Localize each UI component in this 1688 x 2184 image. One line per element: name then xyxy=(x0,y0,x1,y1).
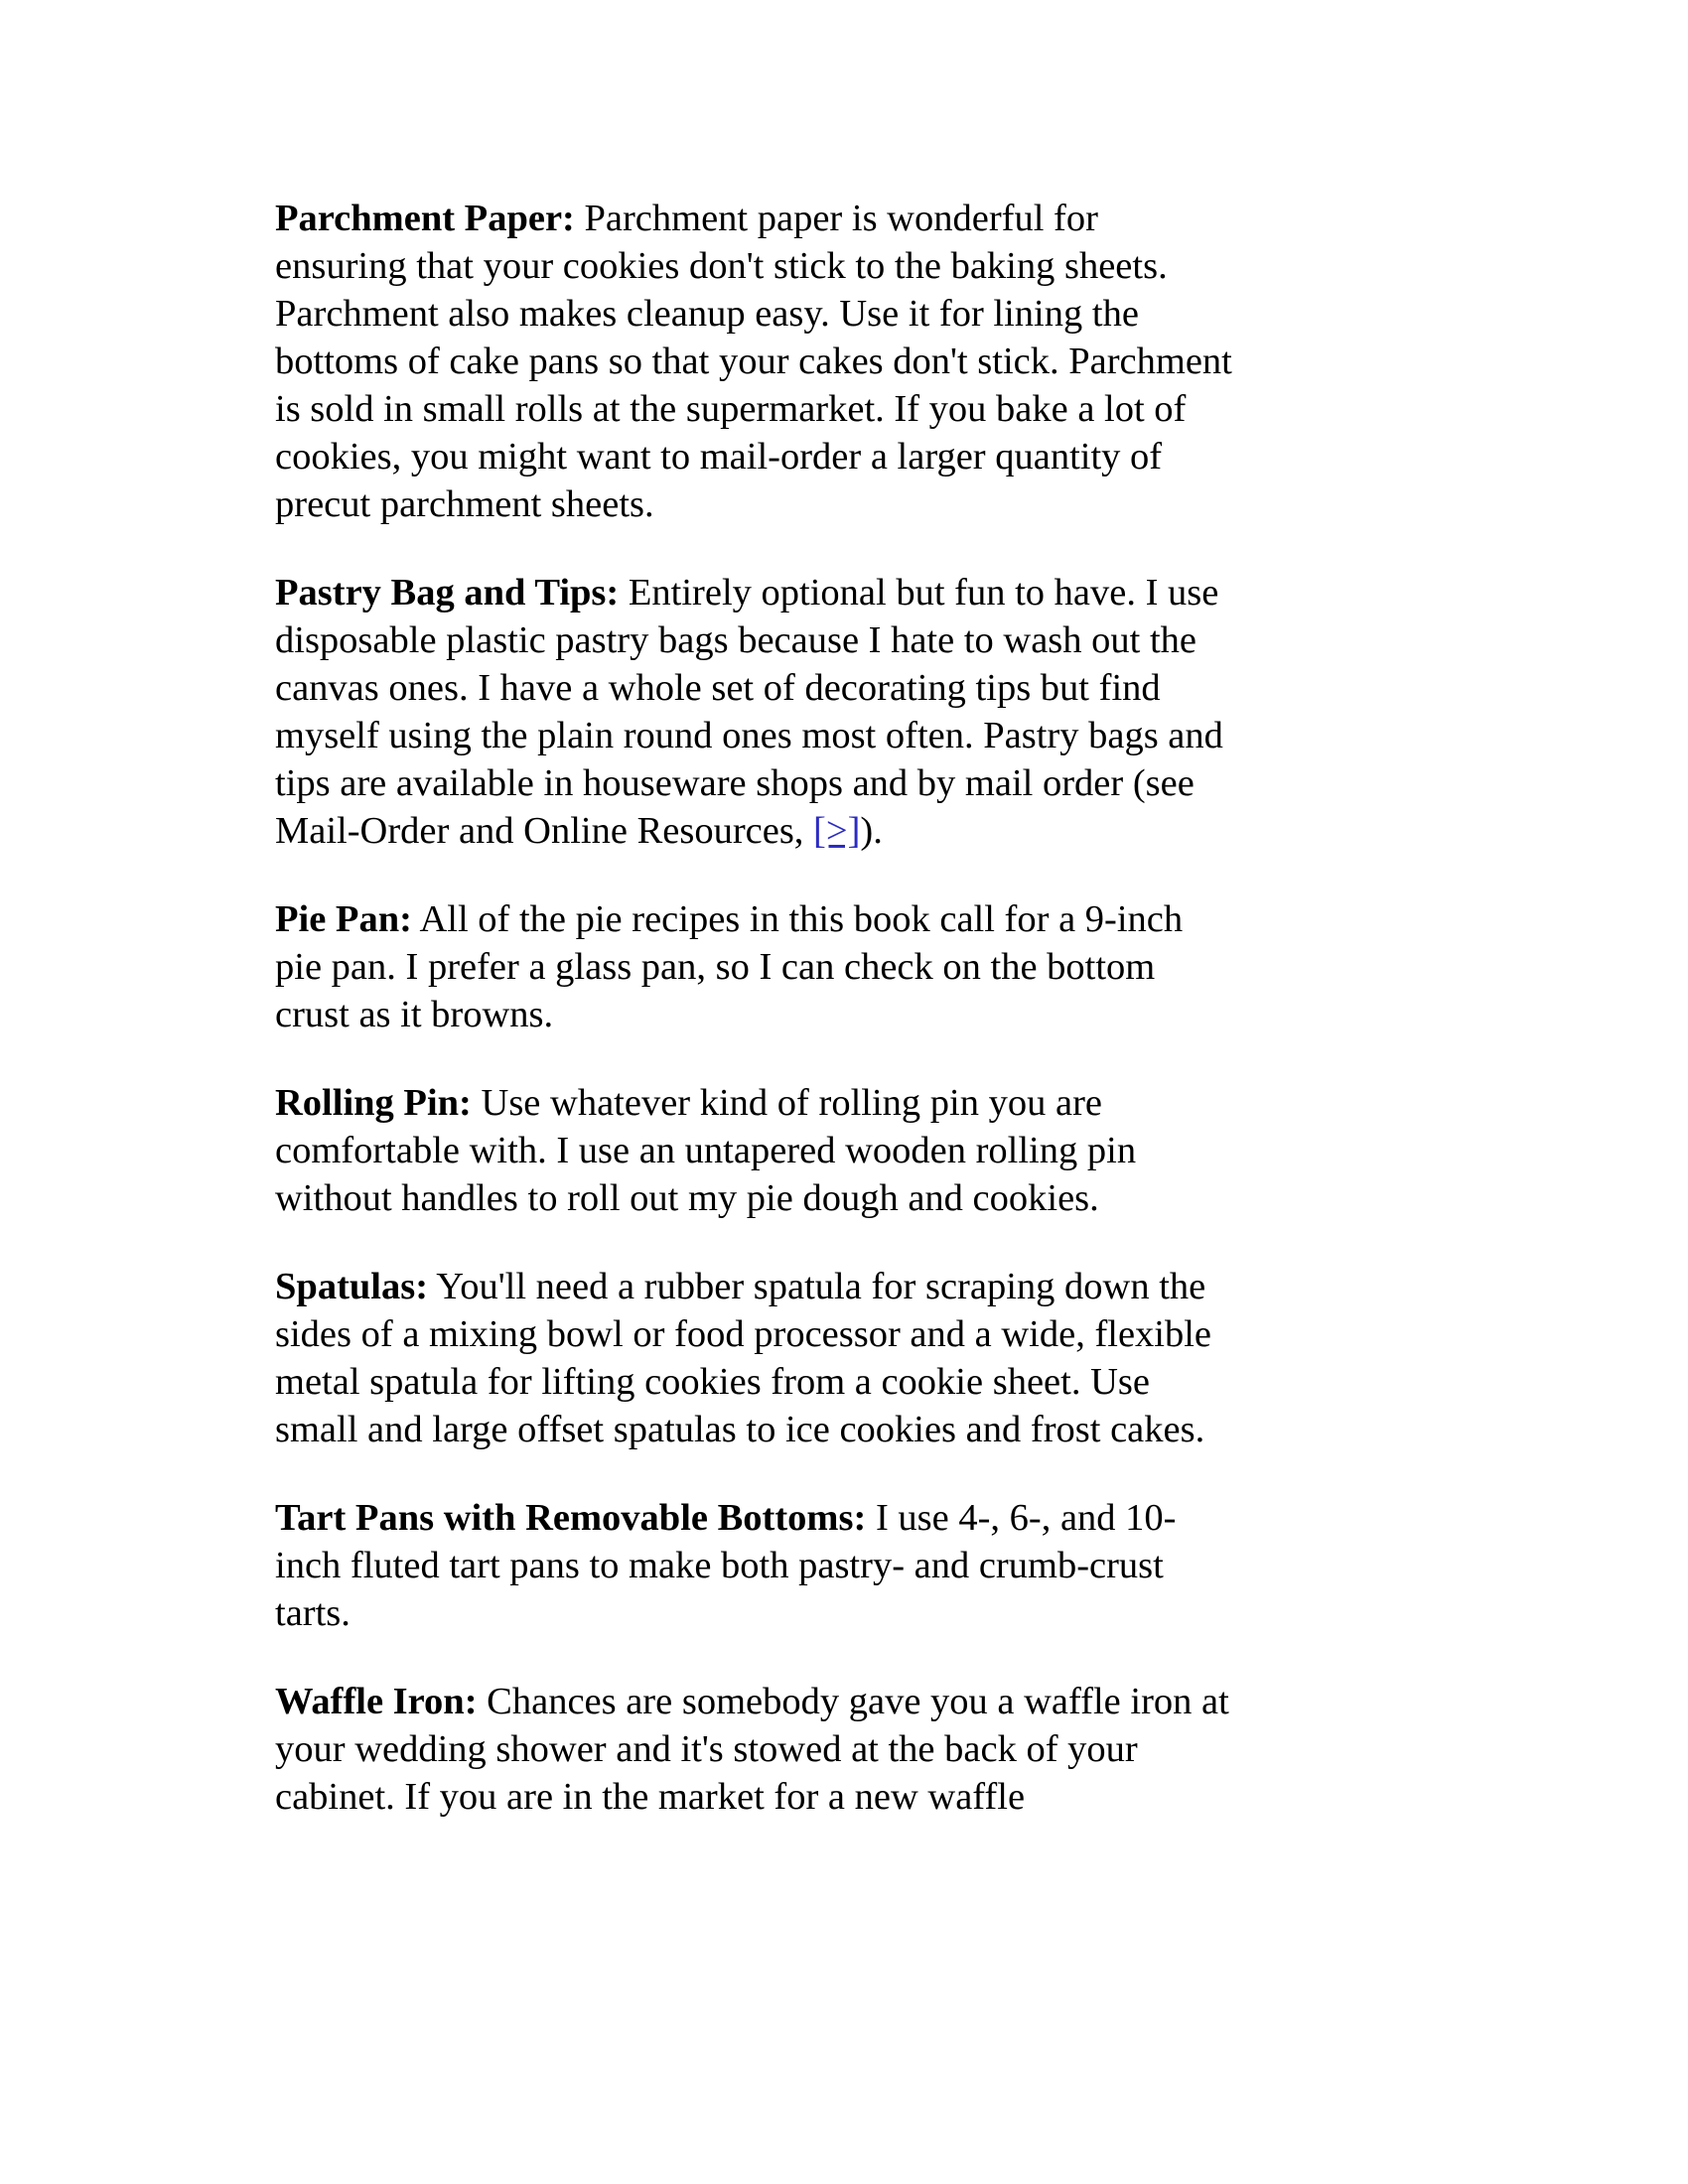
entry-tart-pans xyxy=(275,1494,1233,1637)
entry-spatulas xyxy=(275,1263,1233,1453)
entry-text: Entirely optional but fun to have. I use disposable plastic pastry bags because I hate to wash out the canvas ones. I have a whole set of decorating tips but find myself using the plain round ones most often. Pastry bags and tips are available in houseware shops and by mail order (see Mail-Order and Online Resources, xyxy=(275,572,1223,852)
entry-term: Pie Pan: xyxy=(275,898,412,940)
entry-text: Use whatever kind of rolling pin you are comfortable with. I use an untapered wooden rolling pin without handles to roll out my pie dough and cookies. xyxy=(275,1082,1137,1219)
mail-order-reference-link[interactable]: [>] xyxy=(813,810,861,852)
entry-text: You'll need a rubber spatula for scraping down the sides of a mixing bowl or food processor and a wide, flexible metal spatula for lifting cookies from a cookie sheet. Use small and large offset spatulas to ice cookies and frost cakes. xyxy=(275,1266,1212,1450)
entry-term: Parchment Paper: xyxy=(275,198,575,239)
entry-term: Rolling Pin: xyxy=(275,1082,472,1124)
entry-term: Spatulas: xyxy=(275,1266,429,1307)
entry-term: Waffle Iron: xyxy=(275,1681,478,1722)
entry-waffle-iron xyxy=(275,1678,1233,1821)
entry-parchment-paper xyxy=(275,195,1233,528)
entry-term: Pastry Bag and Tips: xyxy=(275,572,620,614)
entry-text: Chances are somebody gave you a waffle iron at your wedding shower and it's stowed at the back of your cabinet. If you are in the market for a new waffle xyxy=(275,1681,1229,1818)
entry-pie-pan xyxy=(275,895,1233,1038)
entry-rolling-pin xyxy=(275,1079,1233,1222)
document-page xyxy=(275,195,1233,1861)
entry-pastry-bag-and-tips xyxy=(275,569,1233,855)
entry-text: All of the pie recipes in this book call for a 9-inch pie pan. I prefer a glass pan, so I can check on the bottom crust as it browns. xyxy=(275,898,1184,1035)
entry-text: Parchment paper is wonderful for ensuring that your cookies don't stick to the baking sheets. Parchment also makes cleanup easy. Use it for lining the bottoms of cake pans so that your cakes don't stick. Parchment is sold in small rolls at the supermarket. If you bake a lot of cookies, you might want to mail-order a larger quantity of precut parchment sheets. xyxy=(275,198,1232,525)
entry-text: I use 4-, 6-, and 10-inch fluted tart pans to make both pastry- and crumb-crust tarts. xyxy=(275,1497,1177,1634)
entry-term: Tart Pans with Removable Bottoms: xyxy=(275,1497,867,1539)
entry-text-after: ). xyxy=(860,810,883,852)
